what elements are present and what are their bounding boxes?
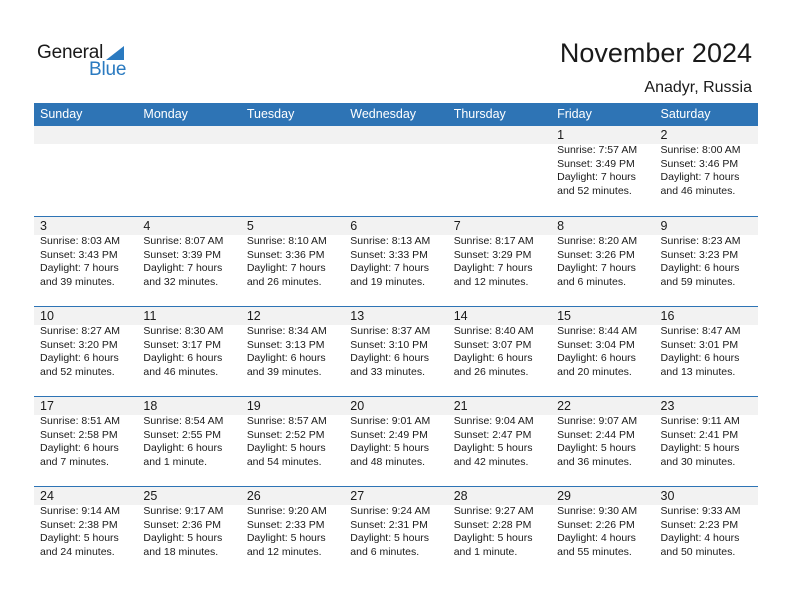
day-cell (448, 307, 551, 379)
sunrise-text: Sunrise: 8:44 AM (557, 325, 638, 337)
sunset-text: Sunset: 3:39 PM (143, 248, 222, 261)
sunset-text: Sunset: 2:26 PM (557, 518, 635, 531)
weeks (34, 126, 758, 576)
sunset-text: Sunset: 3:17 PM (143, 338, 222, 351)
daylight-text: Daylight: 6 hours (453, 352, 533, 364)
minutes-text: and 55 minutes. (557, 545, 632, 558)
sunset-text: Sunset: 2:58 PM (40, 428, 118, 441)
daylight-text: Daylight: 6 hours (660, 352, 740, 364)
weekday-header (34, 103, 758, 126)
day-cell (344, 217, 447, 289)
minutes-text: and 48 minutes. (350, 455, 425, 468)
day-info (661, 325, 758, 379)
minutes-text: and 46 minutes. (660, 184, 736, 197)
day-cell (241, 217, 344, 289)
minutes-text: and 13 minutes. (660, 365, 736, 378)
calendar-week (34, 306, 758, 396)
sunrise-text: Sunrise: 8:37 AM (350, 325, 431, 337)
day-cell (241, 126, 344, 198)
sunset-text: Sunset: 3:23 PM (660, 248, 739, 261)
daylight-text: Daylight: 6 hours (40, 352, 119, 364)
sunrise-text: Sunrise: 8:00 AM (660, 144, 741, 156)
sunset-text: Sunset: 3:33 PM (350, 248, 428, 261)
sunrise-text: Sunrise: 8:27 AM (40, 325, 120, 337)
day-info (247, 235, 344, 289)
day-cell (448, 397, 551, 469)
day-cell (241, 397, 344, 469)
sunset-text: Sunset: 2:52 PM (246, 428, 325, 441)
day-number (454, 126, 551, 144)
sunrise-text: Sunrise: 8:30 AM (143, 325, 224, 337)
daylight-text: Daylight: 4 hours (660, 532, 740, 544)
sunrise-text: Sunrise: 9:17 AM (143, 505, 224, 517)
day-cell (344, 397, 447, 469)
day-info (40, 325, 137, 379)
day-info (557, 235, 654, 289)
minutes-text: and 24 minutes. (40, 545, 115, 558)
daylight-text: Daylight: 5 hours (246, 532, 326, 544)
day-info (454, 505, 551, 559)
day-cell (448, 217, 551, 289)
day-number: 25 (143, 489, 158, 503)
day-number: 6 (350, 219, 358, 233)
sunset-text: Sunset: 2:23 PM (660, 518, 739, 531)
day-number: 24 (40, 489, 54, 503)
day-info (557, 144, 654, 198)
day-number: 2 (660, 128, 668, 142)
minutes-text: and 52 minutes. (557, 184, 632, 197)
sunset-text: Sunset: 3:20 PM (40, 338, 118, 351)
day-number: 8 (557, 219, 565, 233)
daylight-text: Daylight: 7 hours (557, 171, 636, 183)
day-info (350, 505, 447, 559)
day-number: 7 (453, 219, 461, 233)
day-cell (551, 307, 654, 379)
daylight-text: Daylight: 5 hours (660, 442, 740, 454)
minutes-text: and 59 minutes. (660, 275, 736, 288)
day-number: 4 (143, 219, 151, 233)
weekday-sunday: Sunday (40, 107, 83, 121)
minutes-text: and 1 minute. (143, 455, 208, 468)
day-info (143, 505, 240, 559)
day-cell (655, 397, 758, 469)
sunrise-text: Sunrise: 9:01 AM (350, 415, 431, 427)
day-cell (34, 217, 137, 289)
sunrise-text: Sunrise: 9:04 AM (453, 415, 534, 427)
day-number: 10 (40, 309, 54, 323)
sunset-text: Sunset: 2:33 PM (246, 518, 325, 531)
day-cell (344, 126, 447, 198)
day-info (247, 505, 344, 559)
minutes-text: and 26 minutes. (246, 275, 322, 288)
daylight-text: Daylight: 6 hours (143, 352, 223, 364)
sunset-text: Sunset: 3:36 PM (246, 248, 325, 261)
sunrise-text: Sunrise: 8:07 AM (143, 235, 224, 247)
daylight-text: Daylight: 5 hours (40, 532, 119, 544)
daylight-text: Daylight: 5 hours (557, 442, 636, 454)
day-info (350, 325, 447, 379)
sunrise-text: Sunrise: 8:10 AM (246, 235, 327, 247)
day-info (247, 325, 344, 379)
daylight-text: Daylight: 5 hours (453, 532, 533, 544)
day-cell (448, 126, 551, 198)
calendar-week (34, 396, 758, 486)
minutes-text: and 6 minutes. (350, 545, 420, 558)
minutes-text: and 6 minutes. (557, 275, 626, 288)
minutes-text: and 26 minutes. (453, 365, 529, 378)
day-cell (655, 217, 758, 289)
minutes-text: and 50 minutes. (660, 545, 736, 558)
day-info (350, 415, 447, 469)
daylight-text: Daylight: 7 hours (350, 262, 430, 274)
sunrise-text: Sunrise: 9:07 AM (557, 415, 638, 427)
day-info (454, 235, 551, 289)
day-cell (551, 397, 654, 469)
day-number (247, 126, 344, 144)
day-info (454, 415, 551, 469)
minutes-text: and 30 minutes. (660, 455, 736, 468)
sunrise-text: Sunrise: 9:33 AM (660, 505, 741, 517)
daylight-text: Daylight: 7 hours (143, 262, 223, 274)
day-cell (34, 307, 137, 379)
daylight-text: Daylight: 6 hours (350, 352, 430, 364)
day-info (40, 415, 137, 469)
day-cell (448, 487, 551, 559)
week-cells (34, 397, 758, 469)
day-number: 5 (246, 219, 254, 233)
sunrise-text: Sunrise: 8:57 AM (246, 415, 327, 427)
sunset-text: Sunset: 2:47 PM (453, 428, 532, 441)
day-number: 1 (557, 128, 565, 142)
day-info (557, 415, 654, 469)
sunset-text: Sunset: 3:13 PM (246, 338, 325, 351)
day-cell (137, 217, 240, 289)
weekday-tuesday: Tuesday (246, 107, 295, 121)
day-info (143, 415, 240, 469)
weekday-friday: Friday (557, 107, 592, 121)
sunset-text: Sunset: 3:29 PM (453, 248, 532, 261)
day-cell (344, 307, 447, 379)
day-number: 13 (350, 309, 365, 323)
calendar-week (34, 126, 758, 216)
calendar-week (34, 486, 758, 576)
sunset-text: Sunset: 3:26 PM (557, 248, 635, 261)
day-info (661, 144, 758, 198)
minutes-text: and 7 minutes. (40, 455, 109, 468)
day-cell (655, 126, 758, 198)
sunrise-text: Sunrise: 9:27 AM (453, 505, 534, 517)
day-number (143, 126, 240, 144)
minutes-text: and 36 minutes. (557, 455, 632, 468)
day-info (661, 415, 758, 469)
minutes-text: and 42 minutes. (453, 455, 529, 468)
sunrise-text: Sunrise: 8:20 AM (557, 235, 638, 247)
day-cell (34, 487, 137, 559)
day-info (350, 235, 447, 289)
daylight-text: Daylight: 6 hours (557, 352, 636, 364)
sunset-text: Sunset: 2:55 PM (143, 428, 222, 441)
daylight-text: Daylight: 5 hours (350, 532, 430, 544)
sunset-text: Sunset: 2:36 PM (143, 518, 222, 531)
sunrise-text: Sunrise: 9:20 AM (246, 505, 327, 517)
day-number: 14 (453, 309, 468, 323)
sunset-text: Sunset: 3:04 PM (557, 338, 635, 351)
day-number: 18 (143, 399, 158, 413)
day-cell (241, 307, 344, 379)
location-subtitle: Anadyr, Russia (644, 79, 752, 96)
day-number: 22 (557, 399, 572, 413)
day-info (557, 505, 654, 559)
day-number: 3 (40, 219, 47, 233)
weekday-wednesday: Wednesday (350, 107, 417, 121)
minutes-text: and 33 minutes. (350, 365, 425, 378)
daylight-text: Daylight: 7 hours (453, 262, 533, 274)
minutes-text: and 1 minute. (453, 545, 518, 558)
day-number: 26 (246, 489, 261, 503)
day-number: 29 (557, 489, 572, 503)
daylight-text: Daylight: 5 hours (246, 442, 326, 454)
minutes-text: and 54 minutes. (246, 455, 322, 468)
sunrise-text: Sunrise: 8:13 AM (350, 235, 431, 247)
day-cell (34, 126, 137, 198)
daylight-text: Daylight: 7 hours (660, 171, 740, 183)
daylight-text: Daylight: 4 hours (557, 532, 636, 544)
day-cell (344, 487, 447, 559)
minutes-text: and 20 minutes. (557, 365, 632, 378)
logo-text-blue: Blue (89, 59, 127, 80)
week-cells (34, 487, 758, 559)
daylight-text: Daylight: 6 hours (143, 442, 223, 454)
minutes-text: and 46 minutes. (143, 365, 219, 378)
day-number: 9 (660, 219, 668, 233)
minutes-text: and 18 minutes. (143, 545, 219, 558)
sunrise-text: Sunrise: 8:03 AM (40, 235, 120, 247)
day-cell (137, 307, 240, 379)
day-number (40, 126, 137, 144)
day-cell (551, 217, 654, 289)
sunrise-text: Sunrise: 8:54 AM (143, 415, 224, 427)
sunset-text: Sunset: 2:49 PM (350, 428, 428, 441)
daylight-text: Daylight: 5 hours (143, 532, 223, 544)
daylight-text: Daylight: 6 hours (660, 262, 740, 274)
weekday-thursday: Thursday (453, 107, 506, 121)
day-info (661, 235, 758, 289)
week-cells (34, 217, 758, 289)
day-cell (655, 307, 758, 379)
day-number (350, 126, 447, 144)
sunrise-text: Sunrise: 9:24 AM (350, 505, 431, 517)
day-info (661, 505, 758, 559)
sunrise-text: Sunrise: 9:30 AM (557, 505, 638, 517)
calendar-week (34, 216, 758, 306)
day-number: 12 (246, 309, 261, 323)
sunrise-text: Sunrise: 9:14 AM (40, 505, 120, 517)
weekday-monday: Monday (143, 107, 188, 121)
daylight-text: Daylight: 7 hours (557, 262, 636, 274)
day-info (40, 235, 137, 289)
brand-logo (37, 42, 137, 82)
day-cell (655, 487, 758, 559)
sunset-text: Sunset: 2:28 PM (453, 518, 532, 531)
sunset-text: Sunset: 2:31 PM (350, 518, 428, 531)
sunrise-text: Sunrise: 8:17 AM (453, 235, 534, 247)
sunrise-text: Sunrise: 8:34 AM (246, 325, 327, 337)
sunset-text: Sunset: 2:44 PM (557, 428, 635, 441)
day-number: 23 (660, 399, 675, 413)
day-number: 30 (660, 489, 675, 503)
day-cell (137, 487, 240, 559)
daylight-text: Daylight: 6 hours (246, 352, 326, 364)
minutes-text: and 52 minutes. (40, 365, 115, 378)
minutes-text: and 12 minutes. (246, 545, 322, 558)
sunrise-text: Sunrise: 8:23 AM (660, 235, 741, 247)
day-number: 27 (350, 489, 365, 503)
day-number: 17 (40, 399, 54, 413)
sunset-text: Sunset: 3:01 PM (660, 338, 739, 351)
day-info (40, 505, 137, 559)
day-cell (137, 126, 240, 198)
minutes-text: and 32 minutes. (143, 275, 219, 288)
sunrise-text: Sunrise: 8:47 AM (660, 325, 741, 337)
triangle-icon (106, 46, 124, 60)
minutes-text: and 39 minutes. (246, 365, 322, 378)
daylight-text: Daylight: 7 hours (40, 262, 119, 274)
day-number: 28 (453, 489, 468, 503)
day-cell (34, 397, 137, 469)
sunset-text: Sunset: 3:10 PM (350, 338, 428, 351)
sunrise-text: Sunrise: 9:11 AM (660, 415, 740, 427)
day-cell (551, 487, 654, 559)
day-number: 20 (350, 399, 365, 413)
minutes-text: and 19 minutes. (350, 275, 425, 288)
daylight-text: Daylight: 5 hours (350, 442, 430, 454)
day-number: 19 (246, 399, 261, 413)
day-info (143, 325, 240, 379)
day-number: 11 (143, 309, 157, 323)
day-number: 15 (557, 309, 572, 323)
day-cell (241, 487, 344, 559)
calendar-grid (34, 103, 758, 576)
day-number: 16 (660, 309, 675, 323)
weekday-saturday: Saturday (660, 107, 711, 121)
day-info (143, 235, 240, 289)
daylight-text: Daylight: 6 hours (40, 442, 119, 454)
week-cells (34, 126, 758, 198)
day-info (247, 415, 344, 469)
sunset-text: Sunset: 3:46 PM (660, 157, 739, 170)
sunset-text: Sunset: 3:43 PM (40, 248, 118, 261)
sunrise-text: Sunrise: 8:51 AM (40, 415, 120, 427)
sunrise-text: Sunrise: 8:40 AM (453, 325, 534, 337)
sunset-text: Sunset: 3:49 PM (557, 157, 635, 170)
sunset-text: Sunset: 2:41 PM (660, 428, 739, 441)
sunrise-text: Sunrise: 7:57 AM (557, 144, 638, 156)
sunset-text: Sunset: 3:07 PM (453, 338, 532, 351)
sunset-text: Sunset: 2:38 PM (40, 518, 118, 531)
day-info (454, 325, 551, 379)
week-cells (34, 307, 758, 379)
logo-text-general: General (37, 42, 104, 63)
minutes-text: and 12 minutes. (453, 275, 529, 288)
day-cell (551, 126, 654, 198)
minutes-text: and 39 minutes. (40, 275, 115, 288)
daylight-text: Daylight: 7 hours (246, 262, 326, 274)
daylight-text: Daylight: 5 hours (453, 442, 533, 454)
page-title: November 2024 (559, 38, 752, 68)
day-number: 21 (453, 399, 468, 413)
day-info (557, 325, 654, 379)
day-cell (137, 397, 240, 469)
